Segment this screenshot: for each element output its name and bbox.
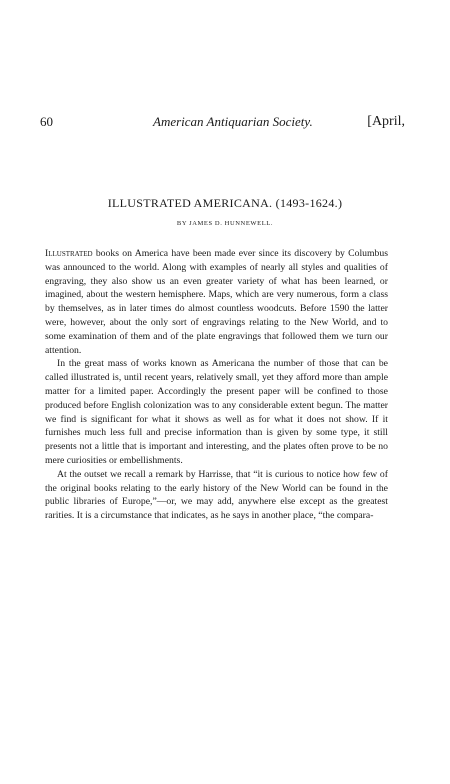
paragraph xyxy=(45,468,388,523)
article-title: ILLUSTRATED AMERICANA. (1493-1624.) xyxy=(107,196,343,210)
journal-title: American Antiquarian Society. xyxy=(153,114,313,129)
paragraph-text: books on America have been made ever since its discovery by Columbus was announced to the world. Along with examples of nearly all styles and qualities of engraving, they also show us an even greater variety of what has been learned, or imagined, about the western hemisphere. Maps, which are very numerous, form a class by themselves, as in later times do almost countless woodcuts. Before 1590 the latter were, however, about the only sort of engravings relating to the New World, and to some examination of them and of the plate engravings that followed them we turn our attention. xyxy=(45,248,388,356)
issue-month: [April, xyxy=(367,114,405,129)
paragraph-text: At the outset we recall a remark by Harrisse, that “it is curious to notice how few of the original books relating to the early history of the New World can be found in the public libraries of Europe,”—or, we may add, anywhere else except as the greatest rarities. It is a circumstance that indicates, as he says in another place, “the compara- xyxy=(45,468,388,522)
page-number: 60 xyxy=(40,114,53,129)
paragraph xyxy=(45,247,388,357)
running-header xyxy=(40,114,405,132)
article-byline: BY JAMES D. HUNNEWELL. xyxy=(176,220,274,227)
article-body xyxy=(45,247,388,523)
paragraph-lead-word: Illustrated xyxy=(45,248,93,259)
paragraph xyxy=(45,357,388,467)
paragraph-text: In the great mass of works known as Americana the number of those that can be called illustrated is, until recent years, relatively small, yet they afford more than ample matter for a limited paper. Accordingly the present paper will be confined to those produced before English colonization was to any considerable extent begun. The matter we find is significant for what it shows as well as for what it does not show. If it furnishes much less full and precise information than is given by some type, it still presents not a little that is important and interesting, and the plates often prove to be no mere curiosities or embellishments. xyxy=(45,358,388,466)
